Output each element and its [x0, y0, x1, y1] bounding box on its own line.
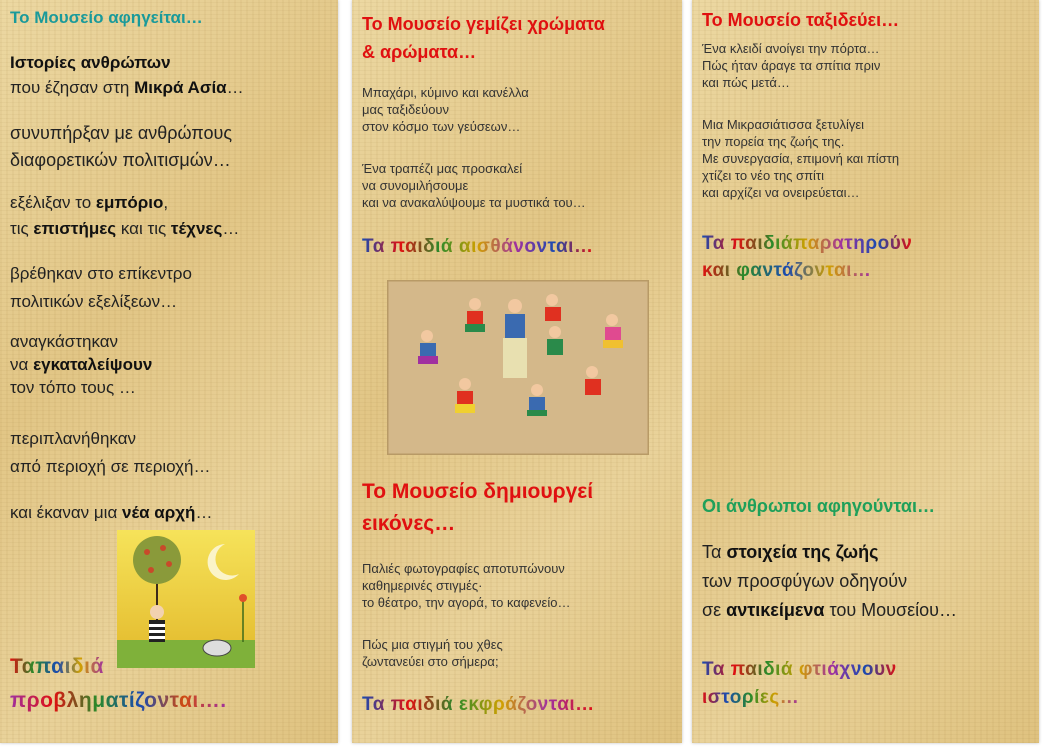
- panel3-para1: [702, 40, 880, 91]
- panel2-para4: [362, 636, 503, 670]
- p2-para4-line2: ζωντανεύει στο σήμερα;: [362, 654, 499, 669]
- p2-para4-line1: Πώς μια στιγμή του χθες: [362, 637, 503, 652]
- panel2-para1: [362, 84, 529, 135]
- b2-line1: συνυπήρξαν με ανθρώπους: [10, 123, 232, 143]
- p2-para2-line3: και να ανακαλύψουμε τα μυστικά του…: [362, 195, 586, 210]
- p3-children2b: ιστορίες…: [702, 687, 800, 708]
- b4-line1: βρέθηκαν στο επίκεντρο: [10, 264, 192, 283]
- boy-tree-illustration: [117, 530, 255, 668]
- panel2-para2: [362, 160, 586, 211]
- panel3-heading: Το Μουσείο ταξιδεύει…: [702, 10, 900, 30]
- p3-children1b: και φαντάζονται…: [702, 260, 872, 281]
- panel1-heading: Το Μουσείο αφηγείται…: [10, 8, 203, 27]
- p2-para1-line2: μας ταξιδεύουν: [362, 102, 450, 117]
- p3-para1-line1: Ένα κλειδί ανοίγει την πόρτα…: [702, 41, 880, 56]
- panel1-block4: [10, 260, 192, 316]
- p3-para2-line2: την πορεία της ζωής της.: [702, 134, 845, 149]
- b6-line1: περιπλανήθηκαν: [10, 429, 137, 448]
- p3-para2-line1: Μια Μικρασιάτισσα ξετυλίγει: [702, 117, 865, 132]
- b3-mid2: και τις: [116, 219, 171, 238]
- panel1-block2: [10, 120, 232, 174]
- b3-bold2: επιστήμες: [33, 219, 117, 238]
- b3-post1: ,: [163, 193, 169, 212]
- b1-post: …: [226, 78, 244, 97]
- p3-para2-line3: Με συνεργασία, επιμονή και πίστη: [702, 151, 900, 166]
- p3-para2-line4: χτίζει το νέο της σπίτι: [702, 168, 824, 183]
- p2-para2-line2: να συνομιλήσουμε: [362, 178, 469, 193]
- b6-line2: από περιοχή σε περιοχή…: [10, 457, 211, 476]
- b3-pre1: εξέλιξαν το: [10, 193, 96, 212]
- p3-para1-line2: Πώς ήταν άραγε τα σπίτια πριν: [702, 58, 881, 73]
- b3-bold1: εμπόριο: [95, 193, 164, 212]
- panel3-block: [702, 538, 957, 625]
- p2-para3-line3: το θέατρο, την αγορά, το καφενείο…: [362, 595, 571, 610]
- b3-pre2: τις: [10, 219, 34, 238]
- p2-heading2: & αρώματα…: [362, 42, 477, 62]
- b2-line2: διαφορετικών πολιτισμών…: [10, 150, 231, 170]
- p2-para2-line1: Ένα τραπέζι μας προσκαλεί: [362, 161, 523, 176]
- p3-block-pre3: σε: [702, 600, 727, 620]
- p3-children1a: Τα παιδιάπαρατηρούν: [702, 233, 913, 254]
- b1-pre: που έζησαν στη: [10, 78, 135, 97]
- p3-para1-line3: και πώς μετά…: [702, 75, 790, 90]
- p2-para3-line2: καθημερινές στιγμές·: [362, 578, 483, 593]
- b4-line2: πολιτικών εξελίξεων…: [10, 292, 178, 311]
- b3-bold3: τέχνες: [170, 219, 223, 238]
- b1-bold1: Ιστορίες ανθρώπων: [10, 53, 171, 72]
- p2-para3-line1: Παλιές φωτογραφίες αποτυπώνουν: [362, 561, 565, 576]
- b5-line3: τον τόπο τους …: [10, 378, 136, 397]
- p3-block-bold1: στοιχεία της ζωής: [726, 542, 879, 562]
- b7-bold: νέα αρχή: [122, 503, 196, 522]
- b3-post2: …: [222, 219, 240, 238]
- children-line2: προβληματίζονται….: [10, 689, 227, 712]
- panel3-children2: [702, 656, 897, 712]
- dancing-children-illustration: [387, 280, 649, 455]
- p2-heading3a: Το Μουσείο δημιουργεί: [362, 480, 594, 503]
- b7-post: …: [195, 503, 213, 522]
- panel1-block6: [10, 425, 211, 481]
- panel2-para3: [362, 560, 570, 611]
- p3-children2a: Τα παιδιά φτιάχνουν: [702, 659, 897, 680]
- panel1-block5: [10, 330, 152, 399]
- panel3-children1: [702, 230, 912, 284]
- p3-block-post3: του Μουσείου…: [824, 600, 958, 620]
- panel1-block7: [10, 500, 212, 525]
- panel3-para2: [702, 116, 899, 201]
- children-line1: Ταπαιδιά: [10, 655, 104, 678]
- p2-para1-line3: στον κόσμο των γεύσεων…: [362, 119, 521, 134]
- b5-line1: αναγκάστηκαν: [10, 332, 119, 351]
- b7-pre: και έκαναν μια: [10, 503, 122, 522]
- right-panel: [692, 0, 1039, 743]
- panel1-block3: [10, 190, 239, 242]
- b5-pre2: να: [10, 355, 34, 374]
- p3-block-line2: των προσφύγων οδηγούν: [702, 571, 908, 591]
- left-panel: [0, 0, 338, 743]
- panel1-children-text: [10, 650, 227, 718]
- p3-block-pre1: Τα: [702, 542, 727, 562]
- p2-para1-line1: Μπαχάρι, κύμινο και κανέλλα: [362, 85, 529, 100]
- panel2-heading3: [362, 476, 593, 540]
- b5-bold2: εγκαταλείψουν: [33, 355, 153, 374]
- panel1-block1: [10, 50, 244, 100]
- panel2-heading: [362, 10, 605, 66]
- middle-panel: [352, 0, 682, 743]
- panel2-children1: Τα παιδιά αισθάνονται…: [362, 236, 594, 257]
- p3-block-bold3: αντικείμενα: [726, 600, 825, 620]
- b1-bold2: Μικρά Ασία: [134, 78, 227, 97]
- p3-para2-line5: και αρχίζει να ονειρεύεται…: [702, 185, 860, 200]
- p2-heading1: Το Μουσείο γεμίζει χρώματα: [362, 14, 605, 34]
- panel2-children2: Τα παιδιά εκφράζονται…: [362, 694, 595, 715]
- p2-heading3b: εικόνες…: [362, 512, 456, 535]
- panel3-heading2: Οι άνθρωποι αφηγούνται…: [702, 496, 935, 516]
